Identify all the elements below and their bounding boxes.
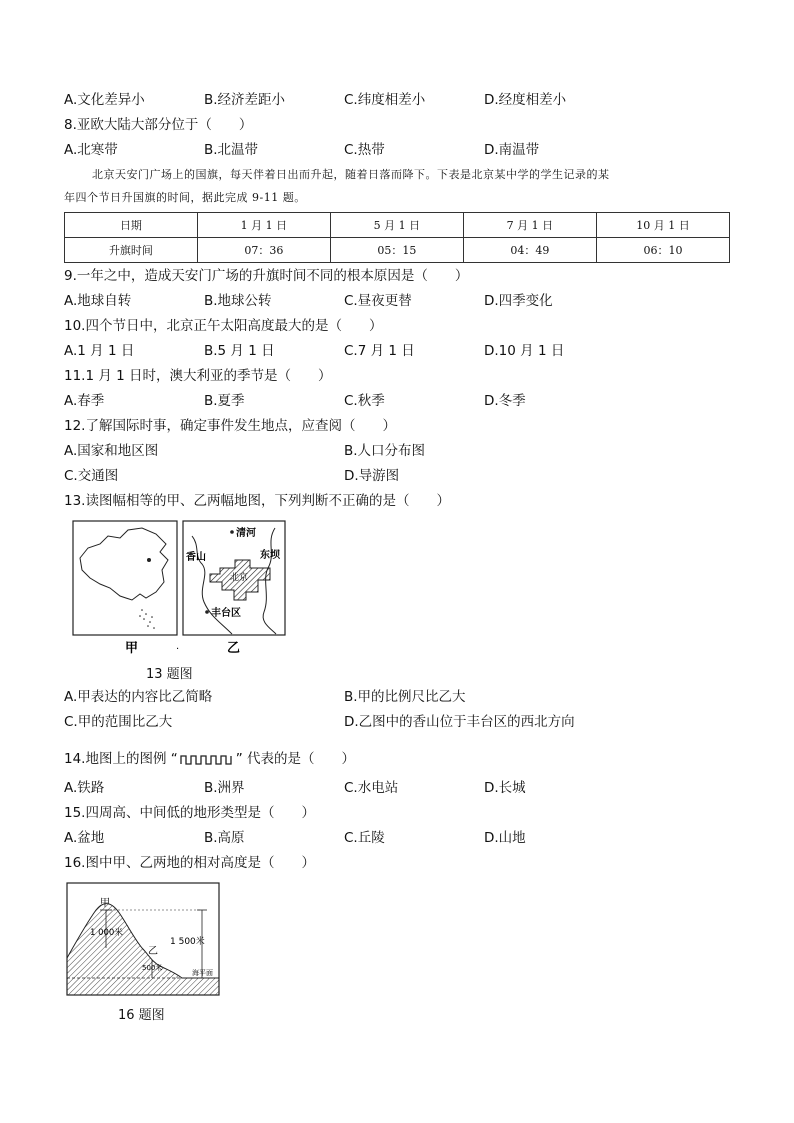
table-header-date: 日期 xyxy=(65,213,198,238)
q7-option-a: A.文化差异小 xyxy=(64,92,145,108)
q14-option-d: D.长城 xyxy=(484,780,526,796)
point-jia-label: 甲 xyxy=(100,898,110,909)
table-cell: 1 月 1 日 xyxy=(197,213,330,238)
q14-stem xyxy=(64,750,355,768)
q7-option-c: C.纬度相差小 xyxy=(344,92,426,108)
q15-option-a: A.盆地 xyxy=(64,830,105,846)
q15-option-b: B.高原 xyxy=(204,830,245,846)
q13-maps-figure xyxy=(70,518,292,658)
label-500m: 500米 xyxy=(142,964,163,972)
label-1000m: 1 000米 xyxy=(90,928,123,938)
intro-line-1: 北京天安门广场上的国旗，每天伴着日出而升起，随着日落而降下。下表是北京某中学的学生记录的某 xyxy=(92,168,610,181)
q14-stem-after: ” 代表的是（ ） xyxy=(235,751,356,767)
river-line-2 xyxy=(263,528,276,634)
flag-raising-table xyxy=(64,212,730,263)
label-1500m: 1 500米 xyxy=(170,937,205,947)
q12-stem: 12.了解国际时事，确定事件发生地点，应查阅（ ） xyxy=(64,418,396,434)
q14-option-c: C.水电站 xyxy=(344,780,399,796)
table-cell: 7 月 1 日 xyxy=(463,213,596,238)
terrain-profile-shape xyxy=(67,904,219,995)
qinghe-label: 清河 xyxy=(236,528,256,539)
q8-option-b: B.北温带 xyxy=(204,142,259,158)
q8-option-d: D.南温带 xyxy=(484,142,540,158)
map-jia-label: 甲 xyxy=(125,641,139,656)
map-yi-label: 乙 xyxy=(227,641,241,656)
q10-option-b: B.5 月 1 日 xyxy=(204,343,275,359)
table-cell: 05：15 xyxy=(330,238,463,263)
great-wall-legend-icon xyxy=(180,752,234,766)
q11-option-a: A.春季 xyxy=(64,393,105,409)
q11-stem: 11.1 月 1 日时，澳大利亚的季节是（ ） xyxy=(64,368,332,384)
table-cell: 04：49 xyxy=(463,238,596,263)
intro-line-2: 年四个节日升国旗的时间，据此完成 9-11 题。 xyxy=(64,191,306,204)
q13-option-d: D.乙图中的香山位于丰台区的西北方向 xyxy=(344,714,575,730)
table-cell: 07：36 xyxy=(197,238,330,263)
q15-stem: 15.四周高、中间低的地形类型是（ ） xyxy=(64,805,315,821)
q13-option-a: A.甲表达的内容比乙简略 xyxy=(64,689,213,705)
q12-option-d: D.导游图 xyxy=(344,468,400,484)
q10-option-d: D.10 月 1 日 xyxy=(484,343,565,359)
q15-option-d: D.山地 xyxy=(484,830,526,846)
q15-option-c: C.丘陵 xyxy=(344,830,385,846)
q7-option-d: D.经度相差小 xyxy=(484,92,567,108)
q9-option-a: A.地球自转 xyxy=(64,293,132,309)
q9-option-b: B.地球公转 xyxy=(204,293,272,309)
point-yi-label: 乙 xyxy=(148,946,158,957)
table-header-time: 升旗时间 xyxy=(65,238,198,263)
q11-option-c: C.秋季 xyxy=(344,393,385,409)
q14-stem-before: 14.地图上的图例 “ xyxy=(64,751,178,767)
table-cell: 5 月 1 日 xyxy=(330,213,463,238)
q9-stem: 9.一年之中，造成天安门广场的升旗时间不同的根本原因是（ ） xyxy=(64,268,469,284)
q16-caption: 16 题图 xyxy=(118,1008,165,1023)
q13-stem: 13.读图幅相等的甲、乙两幅地图，下列判断不正确的是（ ） xyxy=(64,493,450,509)
table-cell: 10 月 1 日 xyxy=(596,213,729,238)
q7-option-b: B.经济差距小 xyxy=(204,92,286,108)
q14-option-a: A.铁路 xyxy=(64,780,105,796)
q11-option-b: B.夏季 xyxy=(204,393,245,409)
table-row xyxy=(65,238,730,263)
q16-stem: 16.图中甲、乙两地的相对高度是（ ） xyxy=(64,855,315,871)
china-outline-shape xyxy=(80,528,168,600)
beijing-label: 北京 xyxy=(230,573,249,583)
q8-stem: 8.亚欧大陆大部分位于（ ） xyxy=(64,117,253,133)
q12-option-a: A.国家和地区图 xyxy=(64,443,159,459)
q13-option-c: C.甲的范围比乙大 xyxy=(64,714,173,730)
q10-option-c: C.7 月 1 日 xyxy=(344,343,415,359)
beijing-dot-icon xyxy=(147,558,151,562)
q12-option-b: B.人口分布图 xyxy=(344,443,426,459)
q11-option-d: D.冬季 xyxy=(484,393,526,409)
q14-option-b: B.洲界 xyxy=(204,780,245,796)
q16-elevation-figure xyxy=(64,880,224,1000)
xiangshan-label: 香山 xyxy=(186,552,206,563)
q10-stem: 10.四个节日中，北京正午太阳高度最大的是（ ） xyxy=(64,318,383,334)
q9-option-c: C.昼夜更替 xyxy=(344,293,412,309)
q10-option-a: A.1 月 1 日 xyxy=(64,343,135,359)
q13-option-b: B.甲的比例尺比乙大 xyxy=(344,689,466,705)
table-cell: 06：10 xyxy=(596,238,729,263)
q8-option-c: C.热带 xyxy=(344,142,385,158)
sea-level-label: 海平面 xyxy=(192,969,213,977)
fengtai-dot-icon xyxy=(205,610,209,614)
dot-separator: · xyxy=(176,644,180,655)
fengtai-label: 丰台区 xyxy=(211,608,241,619)
q9-option-d: D.四季变化 xyxy=(484,293,553,309)
q13-caption: 13 题图 xyxy=(146,667,193,682)
south-china-sea-islands-icon xyxy=(139,609,155,629)
dongba-label: 东坝 xyxy=(260,550,280,561)
qinghe-dot-icon xyxy=(230,530,234,534)
q12-option-c: C.交通图 xyxy=(64,468,119,484)
q8-option-a: A.北寒带 xyxy=(64,142,118,158)
table-row xyxy=(65,213,730,238)
